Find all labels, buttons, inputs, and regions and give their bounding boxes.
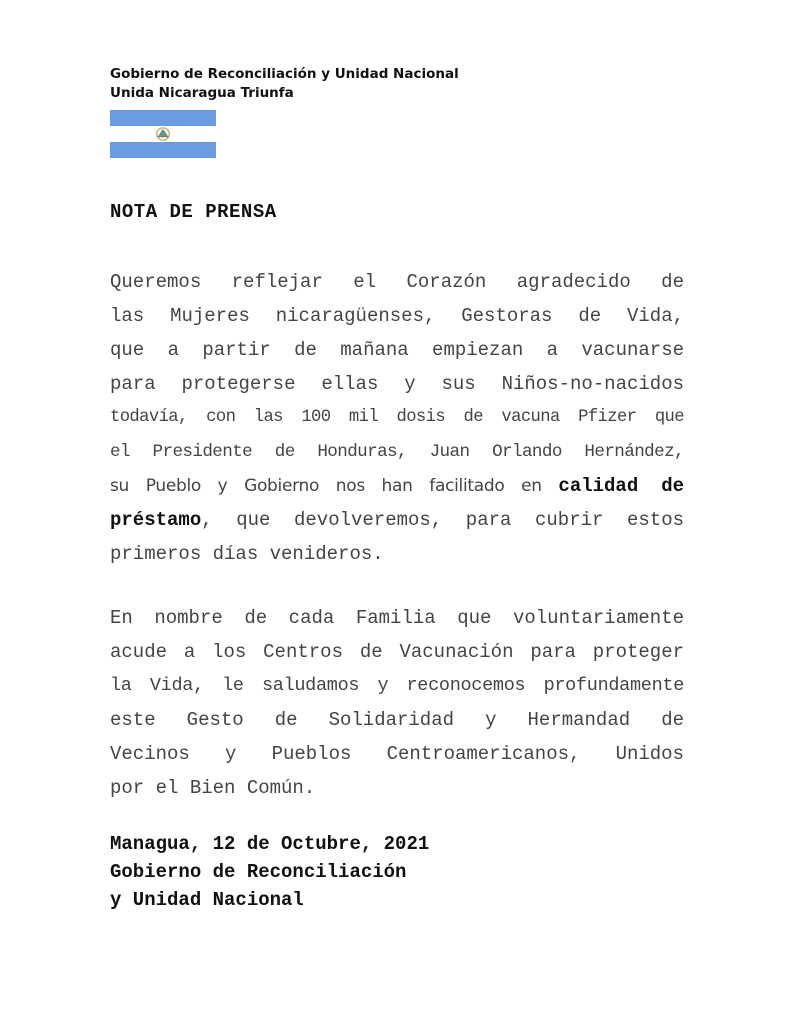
paragraph-line: este Gesto de Solidaridad y Hermandad de [110, 709, 684, 731]
paragraph-text: , que devolveremos, para cubrir estos [201, 509, 684, 531]
bold-phrase: calidad de [558, 475, 684, 497]
paragraph-line [110, 503, 684, 537]
paragraph-line: acude a los Centros de Vacunación para proteger [110, 641, 684, 663]
paragraph-line: por el Bien Común. [110, 777, 316, 799]
paragraph-2 [110, 601, 684, 805]
paragraph-line: Vecinos y Pueblos Centroamericanos, Unidos [110, 743, 684, 765]
paragraph-line: primeros días venideros. [110, 543, 384, 565]
paragraph-1 [110, 265, 684, 571]
letterhead-line-1: Gobierno de Reconciliación y Unidad Nacional [110, 66, 459, 82]
signature-line: Gobierno de Reconciliación [110, 861, 407, 883]
paragraph-line [110, 469, 684, 503]
letterhead [110, 65, 459, 103]
bold-phrase: préstamo [110, 509, 202, 531]
paragraph-text: su Pueblo y Gobierno nos han facilitado en [110, 476, 559, 496]
paragraph-line: para protegerse ellas y sus Niños-no-nacidos [110, 373, 684, 395]
paragraph-line: todavía, con las 100 mil dosis de vacuna Pfizer que [110, 408, 684, 427]
page-title: NOTA DE PRENSA [110, 201, 277, 223]
paragraph-line: En nombre de cada Familia que voluntariamente [110, 607, 684, 629]
paragraph-line: Queremos reflejar el Corazón agradecido de [110, 271, 684, 293]
paragraph-line: que a partir de mañana empiezan a vacunarse [110, 339, 684, 361]
signature-date: Managua, 12 de Octubre, 2021 [110, 833, 430, 855]
paragraph-line: la Vida, le saludamos y reconocemos profundamente [110, 675, 684, 696]
paragraph-line: el Presidente de Honduras, Juan Orlando Hernández, [110, 442, 684, 462]
signature-line: y Unidad Nacional [110, 889, 304, 911]
paragraph-line: las Mujeres nicaragüenses, Gestoras de Vida, [110, 305, 684, 327]
letterhead-line-2: Unida Nicaragua Triunfa [110, 85, 294, 101]
signature-block [110, 830, 429, 914]
nicaragua-flag [110, 110, 216, 158]
